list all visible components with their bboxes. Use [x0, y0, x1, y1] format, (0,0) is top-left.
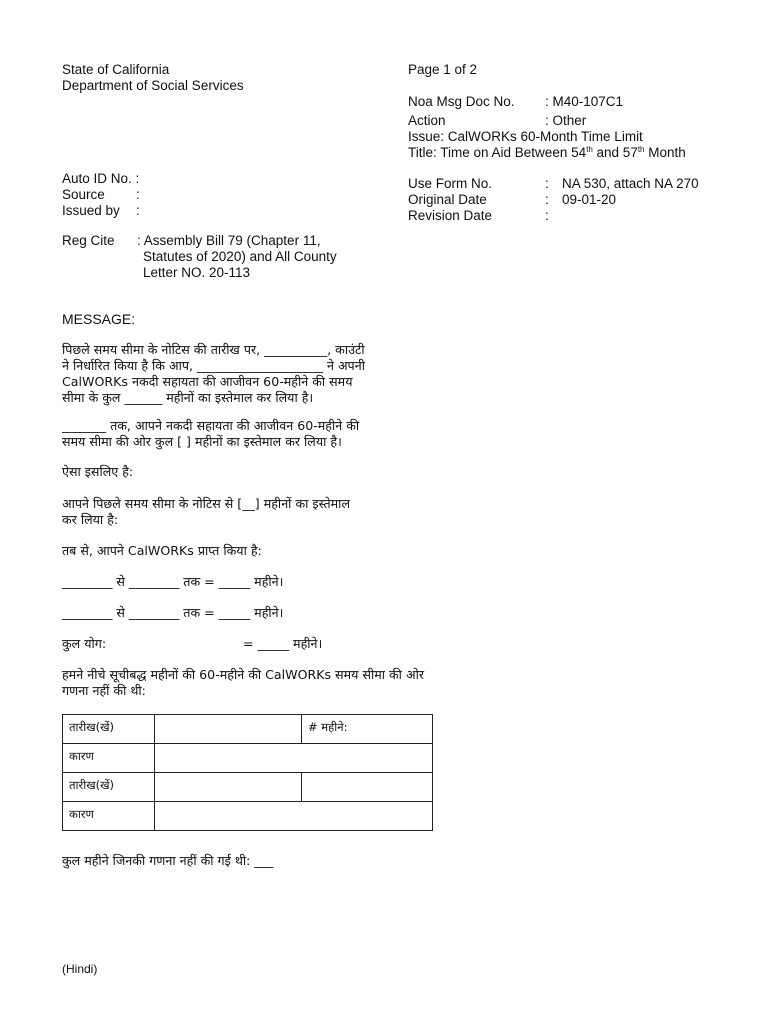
uncounted-months-table	[62, 714, 433, 831]
total-value: = _____ महीने।	[243, 636, 323, 651]
table-row	[63, 715, 433, 744]
original-date-colon: :	[545, 192, 549, 207]
total-label: कुल योग:	[62, 636, 107, 651]
uncounted-total: कुल महीने जिनकी गणना नहीं की गई थी: ___	[62, 853, 274, 868]
dates-value-cell[interactable]	[155, 715, 302, 744]
issued-label: Issued by	[62, 203, 120, 218]
para-1-line-4: सीमा के कुल ______ महीनों का इस्तेमाल कर लिया है।	[62, 390, 314, 405]
revision-date-row	[408, 208, 562, 224]
reason-value-cell[interactable]	[155, 744, 433, 773]
revision-date-label: Revision Date	[408, 208, 493, 223]
original-date-label: Original Date	[408, 192, 487, 207]
months-value-cell-2[interactable]	[302, 773, 433, 802]
language-footer: (Hindi)	[62, 962, 98, 976]
para-8-line-1: हमने नीचे सूचीबद्ध महीनों की 60-महीने की CalWORKs समय सीमा की ओर	[62, 667, 424, 682]
title-suffix: Month	[644, 145, 686, 160]
para-4-line-2: कर लिया है:	[62, 512, 119, 527]
issue-line: Issue: CalWORKs 60-Month Time Limit	[408, 129, 643, 144]
period-row-2: ________ से ________ तक = _____ महीने।	[62, 605, 284, 620]
para-2-line-2: समय सीमा की ओर कुल [ ] महीनों का इस्तेमाल कर लिया है।	[62, 434, 342, 449]
noa-label: Noa Msg Doc No.	[408, 94, 515, 109]
para-1-line-3: CalWORKs नकदी सहायता की आजीवन 60-महीने की समय	[62, 374, 353, 389]
dates-label-cell-2: तारीख(खें)	[63, 773, 155, 802]
reg-cite-line-2: Statutes of 2020) and All County	[143, 249, 337, 264]
page-number: Page 1 of 2	[408, 62, 478, 77]
dates-label-cell: तारीख(खें)	[63, 715, 155, 744]
dates-value-cell-2[interactable]	[155, 773, 302, 802]
auto-id-colon: :	[131, 171, 140, 186]
department-name: Department of Social Services	[62, 78, 244, 93]
use-form-label: Use Form No.	[408, 176, 493, 191]
para-1-line-2: ने निर्धारित किया है कि आप, ____________________ ने अपनी	[62, 358, 365, 373]
noa-value: : M40-107C1	[545, 94, 624, 109]
reg-cite-line-1: : Assembly Bill 79 (Chapter 11,	[137, 233, 321, 248]
reason-label-cell: कारण	[63, 744, 155, 773]
title-sup-1: th	[586, 145, 593, 154]
issued-row	[62, 203, 140, 219]
original-date-value: 09-01-20	[562, 192, 617, 207]
title-mid: and 57	[592, 145, 638, 160]
title-sup-2: th	[637, 145, 645, 154]
title-prefix: Title: Time on Aid Between 54	[408, 145, 587, 160]
action-row	[408, 113, 586, 129]
source-label: Source	[62, 187, 105, 202]
months-label-cell: # महीने:	[302, 715, 433, 744]
title-line	[408, 145, 686, 161]
period-row-1: ________ से ________ तक = _____ महीने।	[62, 574, 284, 589]
para-2-line-1: _______ तक, आपने नकदी सहायता की आजीवन 60-महीने की	[62, 418, 360, 433]
message-heading: MESSAGE:	[62, 311, 136, 327]
reg-cite-label: Reg Cite	[62, 233, 115, 248]
use-form-colon: :	[545, 176, 549, 191]
para-1-line-1: पिछले समय सीमा के नोटिस की तारीख पर, __________, काउंटी	[62, 342, 365, 357]
source-row	[62, 187, 140, 203]
issued-colon: :	[136, 203, 140, 218]
table-row	[63, 802, 433, 831]
noa-row	[408, 94, 623, 110]
use-form-value: NA 530, attach NA 270	[562, 176, 699, 191]
para-3: ऐसा इसलिए है:	[62, 464, 134, 479]
use-form-row	[408, 176, 699, 192]
auto-id-label: Auto ID No.	[62, 171, 132, 186]
revision-date-colon: :	[545, 208, 549, 223]
action-label: Action	[408, 113, 446, 128]
para-4-line-1: आपने पिछले समय सीमा के नोटिस से [__] महीनों का इस्तेमाल	[62, 496, 350, 511]
auto-id-row	[62, 171, 139, 187]
para-8-line-2: गणना नहीं की थी:	[62, 683, 146, 698]
table-row	[63, 744, 433, 773]
action-value: : Other	[545, 113, 587, 128]
original-date-row	[408, 192, 616, 208]
reg-cite-line-3: Letter NO. 20-113	[143, 265, 251, 280]
table-row	[63, 773, 433, 802]
state-name: State of California	[62, 62, 170, 77]
reason-value-cell-2[interactable]	[155, 802, 433, 831]
reason-label-cell-2: कारण	[63, 802, 155, 831]
para-5: तब से, आपने CalWORKs प्राप्त किया है:	[62, 543, 262, 558]
source-colon: :	[136, 187, 140, 202]
